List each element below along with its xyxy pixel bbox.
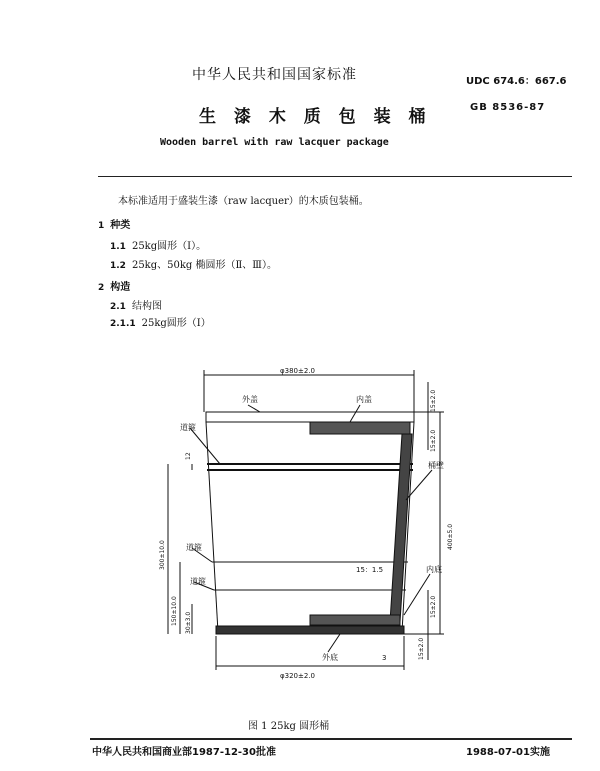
header-divider [98, 176, 572, 177]
figure-caption: 图 1 25kg 圆形桶 [248, 721, 330, 732]
footer-divider [90, 738, 572, 740]
dim-12: 12 [185, 452, 192, 460]
side-wall-shape [390, 434, 412, 622]
side-wall-label: 桶壁 [428, 461, 444, 470]
hoop-mid-label: 道箍 [186, 543, 202, 552]
hoop-top-label: 道箍 [180, 423, 196, 432]
dim-300: 300±10.0 [159, 540, 166, 570]
item-2-1-1-number: 2.1.1 [110, 319, 136, 329]
item-1-2-number: 1.2 [110, 261, 126, 271]
inner-bottom-label: 内底 [426, 565, 442, 574]
standard-org: 中华人民共和国国家标准 [192, 67, 357, 83]
dim-15-top: 15±2.0 [430, 389, 437, 412]
section-2-number: 2 [98, 283, 105, 293]
inner-lid-shape [310, 422, 410, 434]
outer-bottom-label: 外底 [322, 653, 338, 662]
outer-bottom-shape [216, 626, 404, 634]
item-2-1-1 [110, 314, 211, 329]
barrel-drawing [150, 360, 480, 690]
item-1-1-text: 25kg圆形（Ⅰ）。 [131, 241, 207, 252]
outer-lid-shape [206, 412, 414, 422]
item-1-1 [110, 237, 206, 252]
section-1-heading [98, 216, 130, 231]
dim-400: 400±5.0 [447, 523, 454, 550]
section-1-number: 1 [98, 221, 105, 231]
item-1-2-text: 25kg、50kg 椭圆形（Ⅱ、Ⅲ）。 [131, 260, 277, 271]
english-title: Wooden barrel with raw lacquer package [160, 137, 389, 148]
dim-15-second: 15±2.0 [430, 429, 437, 452]
top-dimension: φ380±2.0 [280, 367, 315, 375]
approval-line: 中华人民共和国商业部1987-12-30批准 [92, 747, 276, 758]
item-1-1-number: 1.1 [110, 242, 126, 252]
effective-date: 1988-07-01实施 [466, 747, 550, 758]
item-2-1-1-text: 25kg圆形（Ⅰ） [141, 318, 211, 329]
dim-150: 150±10.0 [171, 596, 178, 626]
udc-code: UDC 674.6：667.6 [466, 76, 567, 87]
inner-lid-label: 内盖 [356, 395, 372, 404]
item-2-1 [110, 297, 162, 312]
item-2-1-text: 结构图 [131, 301, 162, 312]
dim-15-third: 15±2.0 [430, 595, 437, 618]
item-1-2 [110, 256, 277, 271]
item-2-1-number: 2.1 [110, 302, 126, 312]
dim-15-fourth: 15±2.0 [418, 637, 425, 660]
slope-ratio: 15：1.5 [356, 566, 384, 574]
leader-inner-lid [350, 405, 360, 422]
bottom-dimension: φ320±2.0 [280, 672, 315, 680]
gb-code: GB 8536-87 [470, 102, 546, 113]
leader-outer-lid [248, 405, 260, 412]
document-title: 生 漆 木 质 包 装 桶 [199, 107, 432, 127]
barrel-left-wall [206, 422, 218, 632]
intro-text: 本标准适用于盛装生漆（raw lacquer）的木质包装桶。 [118, 196, 369, 207]
leader-outer-bottom [328, 634, 340, 652]
section-1-title: 种类 [110, 220, 131, 231]
dim-30: 30±3.0 [185, 611, 192, 634]
section-2-heading [98, 278, 130, 293]
dim-3: 3 [382, 654, 387, 662]
outer-lid-label: 外盖 [242, 395, 258, 404]
inner-bottom-shape [310, 615, 400, 625]
section-2-title: 构造 [110, 282, 131, 293]
leader-inner-bottom [404, 574, 430, 615]
leader-hoop-top [190, 428, 220, 464]
hoop-bot-label: 道箍 [190, 577, 206, 586]
